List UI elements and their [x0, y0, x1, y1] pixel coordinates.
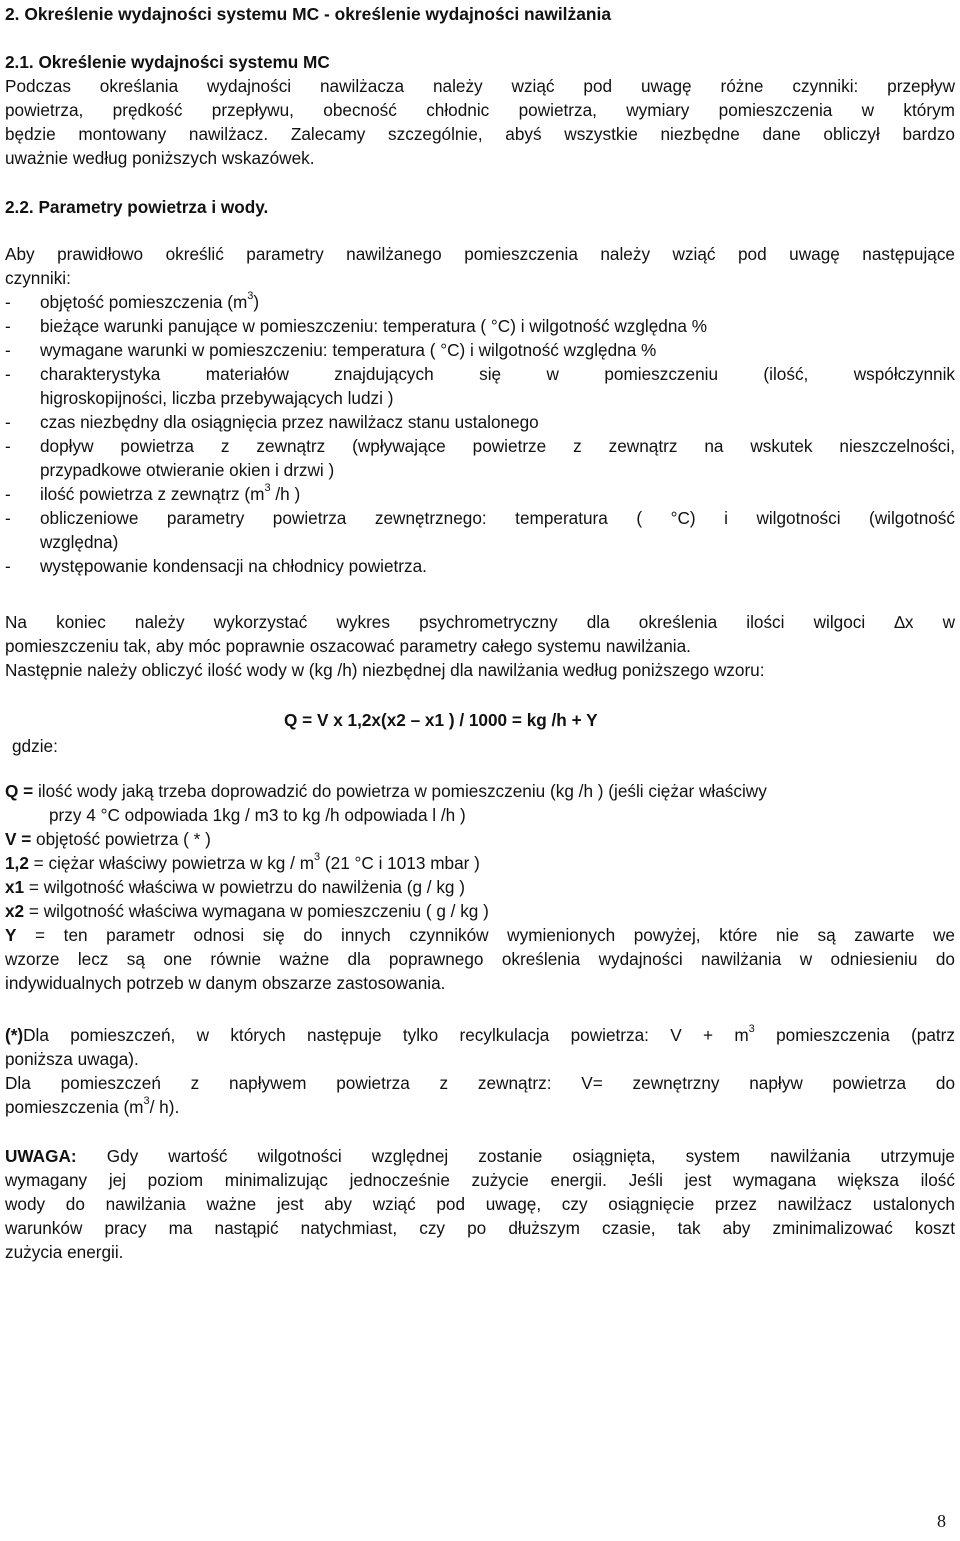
- list-item: [5, 314, 955, 338]
- definition-y: [5, 923, 955, 947]
- paragraph-line: Następnie należy obliczyć ilość wody w (kg /h) niezbędnej dla nawilżania według poniższego wzoru:: [5, 660, 765, 680]
- note-line: Dla pomieszczeń z napływem powietrza z zewnątrz: V= zewnętrzny napływ powietrza do: [5, 1073, 955, 1093]
- superscript: 3: [264, 482, 271, 495]
- list-dash: -: [5, 364, 11, 384]
- definition-y-continued: wzorze lecz są one równie ważne dla poprawnego określenia wydajności nawilżania w odniesieniu do: [5, 949, 955, 969]
- list-item: [5, 410, 955, 434]
- note-text: pomieszczenia (m: [5, 1097, 144, 1117]
- list-dash: -: [5, 436, 11, 456]
- definition-x1: [5, 875, 955, 899]
- warning-line: warunków pracy ma nastąpić natychmiast, czy po dłuższym czasie, tak aby zminimalizować koszt: [5, 1218, 955, 1238]
- note-line: [5, 1095, 955, 1119]
- superscript: 3: [314, 851, 321, 864]
- warning-text: Gdy wartość wilgotności względnej zostanie osiągnięta, system nawilżania utrzymuje: [76, 1146, 955, 1166]
- section-heading: 2. Określenie wydajności systemu MC - określenie wydajności nawilżania: [5, 4, 612, 24]
- superscript: 3: [247, 290, 254, 303]
- warning-line: wody do nawilżania ważne jest aby wziąć pod uwagę, czy osiągnięcie przez nawilżacz ustalonych: [5, 1194, 955, 1214]
- list-item-text: objętość pomieszczenia (m: [40, 292, 248, 312]
- list-item-text: obliczeniowe parametry powietrza zewnętrznego: temperatura ( °C) i wilgotności (wilgotność: [40, 508, 955, 528]
- paragraph-line: będzie montowany nawilżacz. Zalecamy szczególnie, abyś wszystkie niezbędne dane obliczył bardzo: [5, 124, 955, 144]
- definition-text: = wilgotność właściwa wymagana w pomieszczeniu ( g / kg ): [24, 901, 489, 921]
- list-dash: -: [5, 412, 11, 432]
- paragraph-line: uważnie według poniższych wskazówek.: [5, 148, 315, 168]
- section-2-2-body: [5, 242, 955, 578]
- note-star: [5, 1023, 955, 1119]
- list-dash: -: [5, 484, 11, 504]
- list-item: [5, 362, 955, 410]
- psychrometric-paragraph: [5, 610, 955, 682]
- note-line: [5, 1023, 955, 1047]
- section-2-2: [5, 195, 955, 219]
- formula: Q = V x 1,2x(x2 – x1 ) / 1000 = kg /h + Y: [284, 710, 598, 730]
- definition-text: objętość powietrza ( * ): [31, 829, 211, 849]
- definition-y-continued: indywidualnych potrzeb w danym obszarze zastosowania.: [5, 973, 446, 993]
- list-dash: -: [5, 292, 11, 312]
- note-text: pomieszczenia (patrz: [754, 1025, 955, 1045]
- list-item-text: wymagane warunki w pomieszczeniu: temperatura ( °C) i wilgotność względna %: [40, 340, 657, 360]
- intro-line: czynniki:: [5, 268, 71, 288]
- definition-q-continued: przy 4 °C odpowiada 1kg / m3 to kg /h odpowiada l /h ): [49, 805, 466, 825]
- list-dash: -: [5, 556, 11, 576]
- section-2-1: [5, 50, 955, 170]
- definition-key: Q =: [5, 781, 34, 801]
- warning-key: UWAGA:: [5, 1146, 77, 1166]
- list-item-text: względna): [40, 532, 119, 552]
- gdzie-label: gdzie:: [12, 736, 58, 756]
- list-item-text: występowanie kondensacji na chłodnicy powietrza.: [40, 556, 427, 576]
- definition-v: [5, 827, 955, 851]
- definition-key: x1: [5, 877, 25, 897]
- definition-key: Y: [5, 925, 17, 945]
- definition-text: = ciężar właściwy powietrza w kg / m: [28, 853, 315, 873]
- list-item-text: czas niezbędny dla osiągnięcia przez nawilżacz stanu ustalonego: [40, 412, 539, 432]
- definition-factor: [5, 851, 955, 875]
- list-item-text: przypadkowe otwieranie okien i drzwi ): [40, 460, 335, 480]
- warning-line: zużycia energii.: [5, 1242, 124, 1262]
- list-item: [5, 554, 955, 578]
- superscript: 3: [143, 1095, 150, 1108]
- list-item: [5, 506, 955, 554]
- warning-line: [5, 1144, 955, 1168]
- section-2-2-title: 2.2. Parametry powietrza i wody.: [5, 197, 269, 217]
- list-item: [5, 338, 955, 362]
- definition-text: = ten parametr odnosi się do innych czynników wymienionych powyżej, które nie są zawarte we: [16, 925, 955, 945]
- list-item-text: bieżące warunki panujące w pomieszczeniu: temperatura ( °C) i wilgotność względna %: [40, 316, 707, 336]
- list-item: [5, 290, 955, 314]
- list-item-text: /h ): [270, 484, 301, 504]
- definition-text: = wilgotność właściwa w powietrzu do nawilżenia (g / kg ): [24, 877, 465, 897]
- definition-key: V =: [5, 829, 32, 849]
- page-number: 8: [937, 1511, 946, 1531]
- list-item: [5, 482, 955, 506]
- definition-key: x2: [5, 901, 25, 921]
- list-dash: -: [5, 340, 11, 360]
- warning-line: wymagany jej poziom minimalizując jednocześnie zużycie energii. Jeśli jest wymagana większa ilość: [5, 1170, 955, 1190]
- list-item-text: higroskopijności, liczba przebywających ludzi ): [40, 388, 394, 408]
- list-dash: -: [5, 508, 11, 528]
- list-item-text: dopływ powietrza z zewnątrz (wpływające powietrze z zewnątrz na wskutek nieszczelności,: [40, 436, 955, 456]
- superscript: 3: [748, 1023, 755, 1036]
- paragraph-line: Na koniec należy wykorzystać wykres psychrometryczny dla określenia ilości wilgoci ∆x w: [5, 612, 955, 632]
- note-key: (*): [5, 1025, 24, 1045]
- definition-text: ilość wody jaką trzeba doprowadzić do powietrza w pomieszczeniu (kg /h ) (jeśli ciężar właściwy: [33, 781, 767, 801]
- paragraph-line: powietrza, prędkość przepływu, obecność chłodnic powietrza, wymiary pomieszczenia w którym: [5, 100, 955, 120]
- paragraph-line: pomieszczeniu tak, aby móc poprawnie oszacować parametry całego systemu nawilżania.: [5, 636, 691, 656]
- intro-line: Aby prawidłowo określić parametry nawilżanego pomieszczenia należy wziąć pod uwagę następujące: [5, 244, 955, 264]
- list-dash: -: [5, 316, 11, 336]
- definition-text: (21 °C i 1013 mbar ): [320, 853, 480, 873]
- note-text: / h).: [149, 1097, 180, 1117]
- note-text: Dla pomieszczeń, w których następuje tylko recylkulacja powietrza: V + m: [23, 1025, 749, 1045]
- note-line: poniższa uwaga).: [5, 1049, 139, 1069]
- list-item-text: ilość powietrza z zewnątrz (m: [40, 484, 265, 504]
- definition-x2: [5, 899, 955, 923]
- list-item-text: ): [253, 292, 260, 312]
- paragraph-line: Podczas określania wydajności nawilżacza należy wziąć pod uwagę różne czynniki: przepływ: [5, 76, 955, 96]
- definitions: [5, 779, 955, 995]
- definition-key: 1,2: [5, 853, 29, 873]
- warning-note: [5, 1144, 955, 1264]
- definition-q: [5, 779, 955, 803]
- section-2-1-title: 2.1. Określenie wydajności systemu MC: [5, 52, 330, 72]
- list-item: [5, 434, 955, 482]
- list-item-text: charakterystyka materiałów znajdujących się w pomieszczeniu (ilość, współczynnik: [40, 364, 955, 384]
